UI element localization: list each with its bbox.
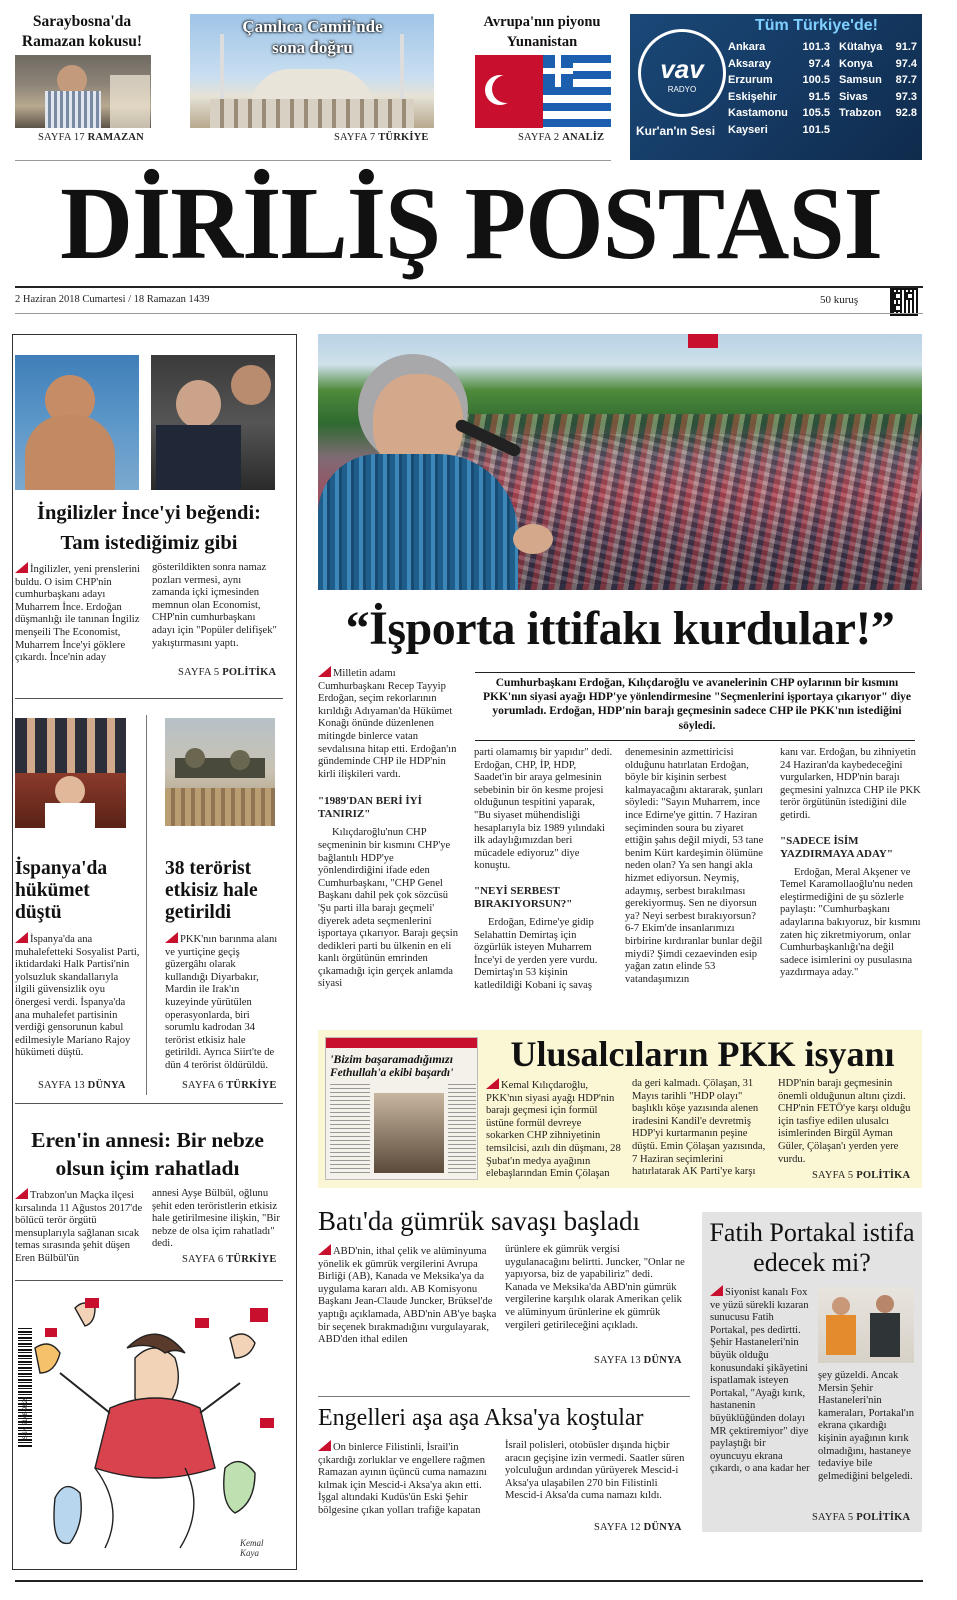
red-triangle-icon	[318, 1244, 331, 1255]
teaser-camlica-pageref[interactable]: SAYFA 7 TÜRKİYE	[334, 132, 429, 143]
pkk-body-col2: da geri kalmadı. Çölaşan, 31 Mayıs tarihli "HDP olayı" başlıklı köşe yazısında alenen iradesini Kandil'e devretmiş HDP'yi kurtarmanın peşine düştü. Emin Çölaşan yazısında, 7 Haziran seçimlerini hatırlatarak AK Parti'ye karşı	[632, 1078, 766, 1178]
red-triangle-icon	[486, 1078, 499, 1089]
trade-bottom-rule	[318, 1396, 690, 1397]
main-col4: kanı var. Erdoğan, bu zihniyetin 24 Haziran'da kaybedeceğini vurgularken, HDP'nin barajı geçmesini yalnızca CHP ile PKK terör örgütünün istediğini dile getirdi. "SADECE İSİM YAZDIRMAYA ADAY" Erdoğan, Meral Akşener ve Temel Karamollaoğlu'nu neden eleştirmediğini de şu sözlerle paylaştı: "Cumhurbaşkanı adaylarına bakıyoruz, bir kısmını zaten hiç zikretmiyorum, onlar Cumhurbaşkanlığı'na değil sadece isimlerini oy pusulasına yazdırmaya aday."	[780, 747, 921, 979]
eren-headline[interactable]: Eren'in annesi: Bir nebze olsun içim rahatladı	[31, 1128, 264, 1180]
radio-freq-col2: Kütahya 91.7 Konya 97.4 Samsun 87.7 Sivas 97.3 Trabzon 92.8	[839, 41, 917, 119]
barcode-text: ISSN 2148-9629	[23, 1396, 29, 1441]
trade-body-col2: ürünlere ek gümrük vergisi uygulanacağını belirtti. Juncker, "Onlar ne yapıyorsa, biz de yapabiliriz" dedi. Kanada ve Meksika'da ABD'nin gümrük vergilerine karşılık olarak Amerikan çelik ve alüminyum ürünlerine ek gümrük vergileri getirileceğini açıkladı.	[505, 1244, 685, 1331]
terror-photo[interactable]	[165, 718, 275, 826]
deck-top-rule	[475, 672, 915, 673]
spain-headline[interactable]: İspanya'da hükümet düştü	[15, 858, 108, 923]
ince-headline-1[interactable]: İngilizler İnce'yi beğendi:	[37, 502, 261, 524]
masthead-price: 50 kuruş	[820, 294, 859, 306]
main-deck[interactable]: Cumhurbaşkanı Erdoğan, Kılıçdaroğlu ve avanelerinin CHP oylarının bir kısmını PKK'nın siyasi ayağı HDP'ye yönlendirmesine "Seçmenlerini işportaya çıkarıyor" diye yorumladı. Erdoğan, HDP'nin barajı geçmesinin sadece CHP ile PKK'nın istediğini söyledi.	[482, 677, 912, 732]
red-triangle-icon	[318, 666, 331, 677]
radio-freq-col1: Ankara 101.3 Aksaray 97.4 Erzurum 100.5 Eskişehir 91.5 Kastamonu 105.5 Kayseri 101.5	[728, 41, 830, 136]
terror-headline[interactable]: 38 terörist etkisiz hale getirildi	[165, 858, 258, 923]
masthead-date: 2 Haziran 2018 Cumartesi / 18 Ramazan 1439	[15, 294, 210, 305]
terror-body: PKK'nın barınma alanı ve yurtiçine geçiş güzergâhı olarak kullandığı Diyarbakır, Mardin ile Irak'ın kuzeyinde yürütülen operasyonlarda, biri sorumlu kadrodan 34 terörist etkisiz hale getirildi. Ayrıca Siirt'te de dün 4 terörist öldürüldü.	[165, 934, 278, 1071]
radio-ad[interactable]	[630, 14, 922, 160]
portakal-body-col1: Siyonist kanalı Fox ve yüzü sürekli kızaran sunucusu Fatih Portakal, pes dedirtti. Şehir Hastaneleri'nin büyük olduğu konusundaki şikâyetini ispatlamak isteyen Portakal, "Ayağı kırık, hastanenin büyüklüğünden dolayı MR çektiremiyor" diye paylaştığı bir oyuncuyu ekrana çıkardı, o ana kadar her	[710, 1287, 810, 1475]
trade-headline[interactable]: Batı'da gümrük savaşı başladı	[318, 1206, 641, 1236]
pkk-clipping-image[interactable]	[325, 1037, 478, 1180]
teaser-greece-title[interactable]: Avrupa'nın piyonu Yunanistan	[483, 14, 601, 50]
left-vertical-divider	[146, 715, 147, 1095]
pkk-body-col3: HDP'nin barajı geçmesinin önemli olduğunun altını çizdi. CHP'nin FETÖ'ye karşı olduğu için tasfiye edilen ulusalcı isimlerinden Birgül Ayman Güler, Çölaşan'ı yerden yere vurdu.	[778, 1078, 911, 1165]
pkk-pageref[interactable]: SAYFA 5 POLİTİKA	[812, 1170, 911, 1181]
pkk-headline[interactable]: Ulusalcıların PKK isyanı	[510, 1034, 895, 1074]
red-triangle-icon	[15, 1188, 28, 1199]
radio-ad-tagline: Kur'an'ın Sesi	[636, 124, 716, 138]
ince-pageref[interactable]: SAYFA 5 POLİTİKA	[178, 667, 277, 678]
clipping-headline-2: Fethullah'a ekibi başardı'	[330, 1067, 454, 1079]
teaser-sarajevo-photo[interactable]	[15, 55, 151, 128]
trade-body-col1: ABD'nin, ithal çelik ve alüminyuma yönelik ek gümrük vergilerini Avrupa Birliği (AB), Kanada ve Meksika'ya da uygulama kararı aldı. AB Komisyonu Başkanı Jean-Claude Juncker, Brüksel'de yaptığı açıklamada, ABD'nin AB'ye başka bir seçenek bırakmadığını vurgulayarak, ABD'den ithal edilen	[318, 1246, 497, 1346]
portakal-headline[interactable]: Fatih Portakal istifa edecek mi?	[709, 1218, 915, 1277]
main-col2: parti olamamış bir yapıdır" dedi. Erdoğan, CHP, İP, HDP, Saadet'in bir araya gelmesinin sebebinin bir ön kesme projesi olduğunun tespitini yaparak, "Bu siyaset mühendisliği hesaplarıyla biz 1989 yılındaki ilk adaylığımızdan beri mücadele ediyoruz" diye konuştu. "NEYİ SERBEST BIRAKIYORSUN?" Erdoğan, Edirne'ye gidip Selahattin Demirtaş için özgürlük isteyen Muharrem İnce'yi de yerden yere vurdu. Demirtaş'ın 53 kişinin katledildiği Kobani iç savaş	[474, 747, 613, 991]
aksa-body-col1: On binlerce Filistinli, İsrail'in çıkardığı zorluklar ve engellere rağmen Ramazan ayının üçüncü cuma namazını kılmak için Mescid-i Aksa'ya akın etti. İşgal altındaki Kudüs'ün Eski Şehir bölgesine çıkan yolları trafiğe kapatan	[318, 1442, 487, 1516]
red-triangle-icon	[15, 562, 28, 573]
ince-photo-left[interactable]	[15, 355, 139, 490]
radio-logo-icon: vav RADYO	[638, 29, 726, 117]
ince-headline-2[interactable]: Tam istediğimiz gibi	[60, 532, 238, 554]
red-triangle-icon	[710, 1285, 723, 1296]
pkk-body-col1: Kemal Kılıçdaroğlu, PKK'nın siyasi ayağı HDP'nin barajı geçmesi için formül üstüne formül devreye sokarken CHP zihniyetinin temsilcisi, azılı din düşmanı, 28 Şubat'ın medya ayağının elebaşlarından Emin Çölaşan	[486, 1080, 621, 1180]
teaser-sarajevo-pageref[interactable]: SAYFA 17 RAMAZAN	[38, 132, 144, 143]
aksa-pageref[interactable]: SAYFA 12 DÜNYA	[594, 1522, 682, 1533]
portakal-pageref[interactable]: SAYFA 5 POLİTİKA	[812, 1512, 911, 1523]
portakal-photo[interactable]	[818, 1287, 914, 1363]
teaser-sarajevo-title[interactable]: Saraybosna'da Ramazan kokusu!	[21, 13, 143, 50]
main-col1: Milletin adamı Cumhurbaşkanı Recep Tayyip Erdoğan, seçim rekorlarının kırıldığı Adıyaman'da Hükümet Konağı önünde düzenlenen mitingde binlerce vatan sevdalısına hitap etti. Erdoğan'ın gündeminde CHP ile HDP'nin kirli ilişkileri vardı. "1989'DAN BERİ İYİ TANIRIZ" Kılıçdaroğlu'nun CHP seçmeninin bir kısmını CHP'ye bağlantılı HDP'ye yönlendirdiğini ifade eden Cumhurbaşkanı, "CHP Genel Başkanı dahil pek çok sözcüsü 'Şu parti illa barajı geçmeli' diyerek adeta seçmenlerini işportaya çıkarıyor. Barajı geçsin dedikleri parti bu ülkenin en eli kanlı örgütünün emrinden çıkamadığı için gerçek anlamda siyasi	[318, 668, 459, 990]
teaser-camlica-title[interactable]: Çamlıca Camii'nde sona doğru	[242, 17, 383, 57]
terror-pageref[interactable]: SAYFA 6 TÜRKİYE	[182, 1080, 277, 1091]
red-triangle-icon	[165, 932, 178, 943]
main-col3: denemesinin azmettiricisi olduğunu hatırlatan Erdoğan, böyle bir kişinin serbest kalmayacağını aktararak, şunları söyledi: "Sayın Muharrem, ince ince Edirne'ye gittin. 7 Haziran seçiminden soura bu ziyaret ettiğin şahıs değil miydi, 53 tane benim Kürt kardeşimin ölümüne neden olan? Ya sen hangi akla hizmet ediyorsun. Neymiş, adaymış, serbest bırakılması gerekiyormuş. Sen ne diyorsun ya? Neyi serbest bırakıyorsun? 6-7 Ekim'de insanlarımızı birbirine kırdıranlar bunlar değil miydi? Şimdi cezaevinden esip yağan zatın elinde 53 vatandaşımızın	[625, 747, 764, 985]
aksa-headline[interactable]: Engelleri aşa aşa Aksa'ya koştular	[318, 1405, 644, 1431]
cartoon-illustration[interactable]	[15, 1288, 283, 1566]
cartoonist-signature: Kemal Kaya	[240, 1538, 264, 1558]
cartoon-drawing	[15, 1288, 283, 1566]
page-bottom-rule	[15, 1580, 923, 1582]
radio-ad-heading: Tüm Türkiye'de!	[755, 17, 878, 34]
main-headline[interactable]: “İşporta ittifakı kurdular!”	[345, 602, 895, 655]
teaser-greece-pageref[interactable]: SAYFA 2 ANALİZ	[518, 132, 605, 143]
portakal-body-col2: şey güzeldi. Ancak Mersin Şehir Hastaneleri'nin kameraları, Portakal'ın ekrana çıkardığı kişinin ayağının kırık olmadığını, hastaneye tedaviye bile gelmediğini belgeledi.	[818, 1370, 915, 1482]
eren-body-col2: annesi Ayşe Bülbül, oğlunu şehit eden teröristlerin etkisiz hale getirilmesine ilişkin, "Bir nebze de olsa içim rahatladı" dedi.	[152, 1188, 280, 1250]
left-divider-2	[15, 1103, 283, 1104]
masthead-under-rule	[15, 313, 923, 314]
red-triangle-icon	[318, 1440, 331, 1451]
masthead-title[interactable]: DİRİLİŞ POSTASI	[60, 166, 882, 281]
red-triangle-icon	[15, 932, 28, 943]
spain-pageref[interactable]: SAYFA 13 DÜNYA	[38, 1080, 126, 1091]
spain-photo[interactable]	[15, 718, 126, 828]
spain-body: İspanya'da ana muhalefetteki Sosyalist Parti, iktidardaki Halk Partisi'nin yolsuzluk skandallarıyla ilgili güvensizlik oyu önergesi verdi. İspanya'da ana muhalefet partisinin verdiği gensorunun kabul edilmesiyle Mariano Rajoy hükümeti düştü.	[15, 934, 140, 1059]
left-divider-3	[15, 1280, 283, 1281]
main-photo-rally[interactable]	[318, 334, 922, 590]
masthead-bottom-rule	[15, 286, 923, 288]
aksa-body-col2: İsrail polisleri, otobüsler dışında hiçbir aracın geçişine izin vermedi. Saatler süren yolculuğun ardından yürüyerek Mescid-i Aksa'ya ulaşabilen 270 bin Filistinli Mescid-i Aksa'da cuma namazı kıldı.	[505, 1440, 685, 1502]
left-divider-1	[15, 698, 283, 699]
eren-body-col1: Trabzon'un Maçka ilçesi kırsalında 11 Ağustos 2017'de bölücü terör örgütü mensuplarıyla sağlanan sıcak temas sırasında şehit düşen Eren Bülbül'ün	[15, 1190, 143, 1264]
deck-bottom-rule	[475, 740, 915, 741]
ince-body-col1: İngilizler, yeni prenslerini buldu. O isim CHP'nin cumhurbaşkanı adayı Muharrem İnce. Erdoğan düşmanlığı ile tanınan İngiliz menşeili The Economist, Muharrem İnce'yi göklere çıkardı. İnce'nin aday	[15, 564, 140, 664]
clipping-headline-1: 'Bizim başaramadığımızı	[330, 1052, 454, 1066]
ince-body-col2: gösterildikten sonra namaz pozları vermesi, aynı zamanda içki içmesinden memnun olan Economist, CHP'nin cumhurbaşkanı adayı için "Popüler delifişek" yakıştırmasını yaptı.	[152, 562, 277, 649]
trade-pageref[interactable]: SAYFA 13 DÜNYA	[594, 1355, 682, 1366]
ince-photo-right[interactable]	[151, 355, 275, 490]
qr-code-icon	[890, 288, 918, 316]
eren-pageref[interactable]: SAYFA 6 TÜRKİYE	[182, 1254, 277, 1265]
teaser-greece-photo[interactable]	[475, 55, 611, 128]
